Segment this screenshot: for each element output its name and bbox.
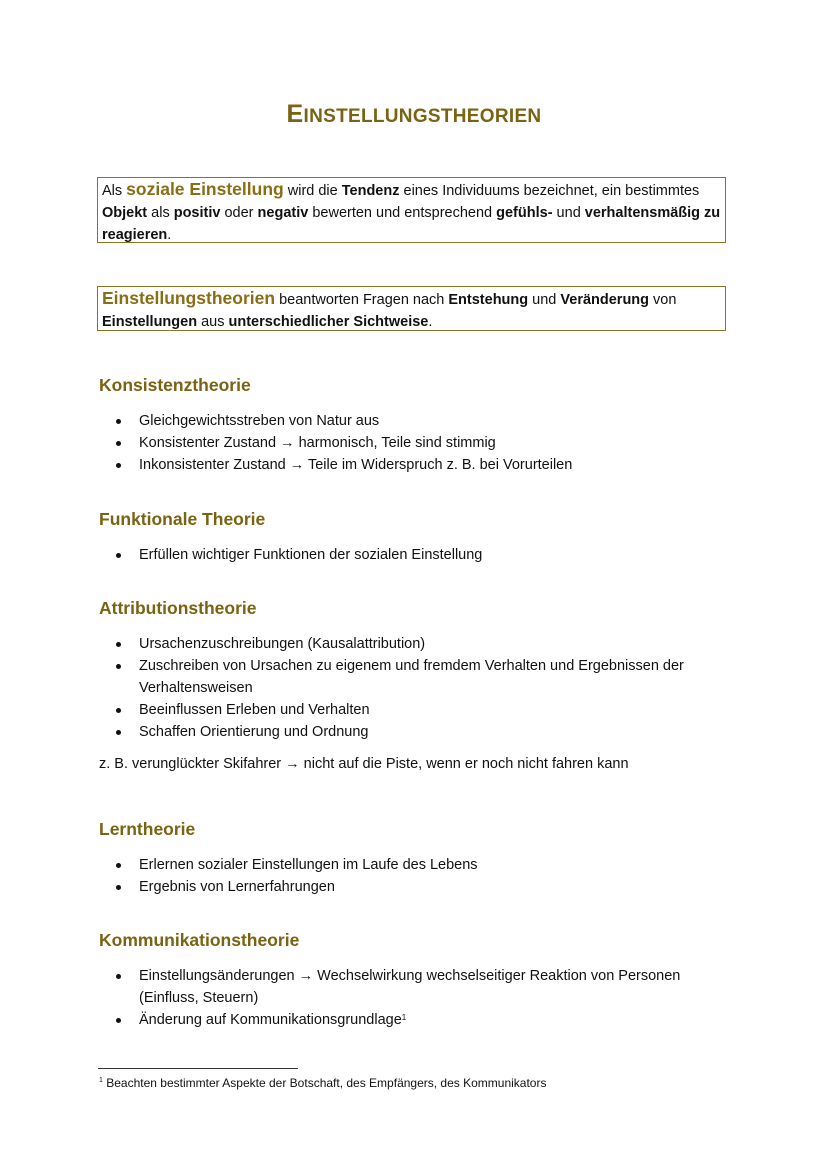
list-item: Schaffen Orientierung und Ordnung (99, 721, 719, 743)
footnote: $^1$ Beachten bestimmter Aspekte der Botschaft, des Empfängers, des Kommunikators (99, 1076, 547, 1090)
list-item: Ergebnis von Lernerfahrungen (99, 876, 719, 898)
page-title: EINSTELLUNGSTHEORIEN (286, 100, 542, 128)
list-konsistenztheorie (99, 410, 719, 476)
list-attributionstheorie (99, 633, 719, 743)
list-item: Ursachenzuschreibungen (Kausalattribution) (99, 633, 719, 655)
list-item: Erfüllen wichtiger Funktionen der sozialen Einstellung (99, 544, 719, 566)
heading-kommunikationstheorie: Kommunikationstheorie (99, 930, 300, 950)
footnote-ref[interactable]: 1 (401, 1013, 407, 1022)
heading-funktionale-theorie: Funktionale Theorie (99, 509, 266, 529)
list-item: Änderung auf Kommunikationsgrundlage$^1$ (99, 1009, 719, 1031)
theories-box: Einstellungstheorien beantworten Fragen nach Entstehung und Veränderung von Einstellungen aus unterschiedlicher Sichtweise. (97, 286, 726, 331)
example-text: z. B. verunglückter Skifahrer → nicht auf die Piste, wenn er noch nicht fahren kann (99, 756, 629, 772)
list-kommunikationstheorie (99, 965, 719, 1031)
list-item: Einstellungsänderungen → Wechselwirkung wechselseitiger Reaktion von Personen (Einfluss, Steuern) (99, 965, 719, 1009)
list-item: Beeinflussen Erleben und Verhalten (99, 699, 719, 721)
list-item: Erlernen sozialer Einstellungen im Laufe des Lebens (99, 854, 719, 876)
list-item: Inkonsistenter Zustand → Teile im Widerspruch z. B. bei Vorurteilen (99, 454, 719, 476)
list-funktionale-theorie (99, 544, 719, 566)
list-item: Gleichgewichtsstreben von Natur aus (99, 410, 719, 432)
list-item: Konsistenter Zustand → harmonisch, Teile sind stimmig (99, 432, 719, 454)
heading-lerntheorie: Lerntheorie (99, 819, 196, 839)
footnote-divider (98, 1068, 298, 1069)
definition-box: Als soziale Einstellung wird die Tendenz eines Individuums bezeichnet, ein bestimmtes Objekt als positiv oder negativ bewerten und entsprechend gefühls- und verhaltensmäßig zu reagieren. (97, 177, 726, 243)
heading-konsistenztheorie: Konsistenztheorie (99, 375, 251, 395)
list-lerntheorie (99, 854, 719, 898)
heading-attributionstheorie: Attributionstheorie (99, 598, 257, 618)
list-item: Zuschreiben von Ursachen zu eigenem und fremdem Verhalten und Ergebnissen der Verhaltensweisen (99, 655, 719, 699)
